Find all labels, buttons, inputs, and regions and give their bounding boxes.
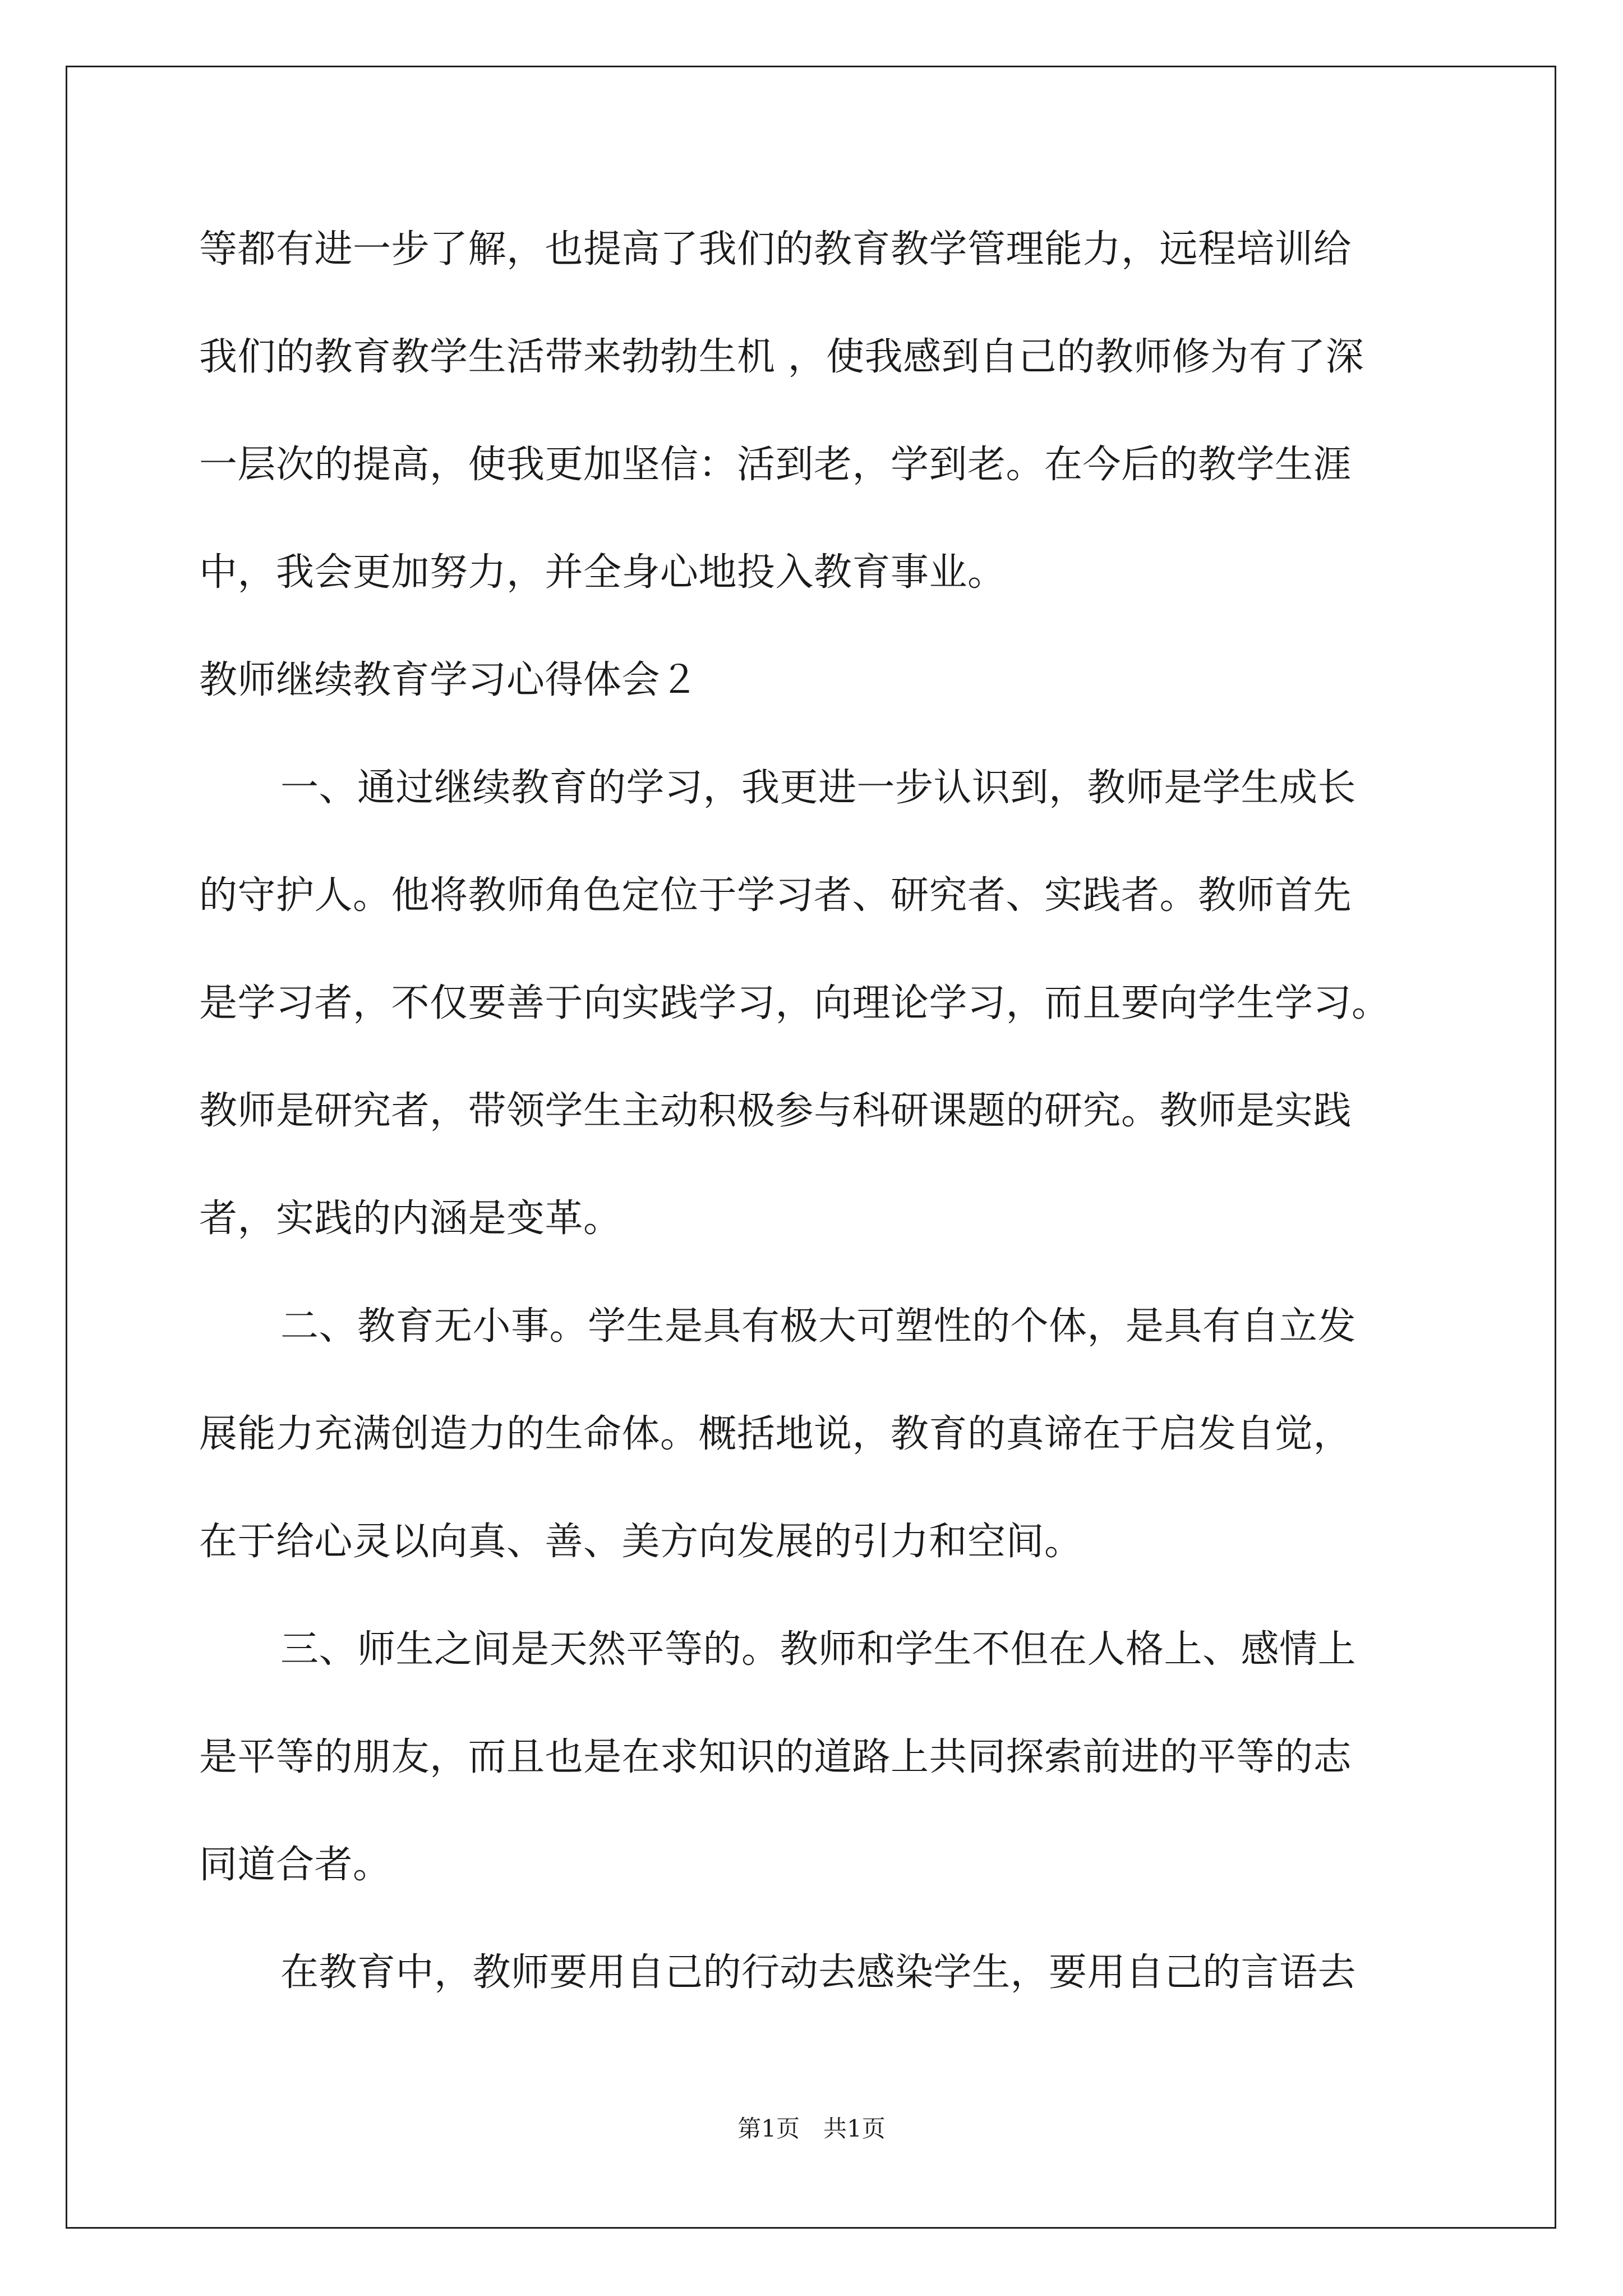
paragraph-line: 是学习者，不仅要善于向实践学习，向理论学习，而且要向学生学习。 <box>199 981 1390 1025</box>
paragraph-line: 二、教育无小事。学生是具有极大可塑性的个体，是具有自立发 <box>280 1304 1357 1349</box>
paragraph-line: 是平等的朋友，而且也是在求知识的道路上共同探索前进的平等的志 <box>199 1735 1352 1779</box>
paragraph-line: 同道合者。 <box>199 1843 391 1887</box>
paragraph-line: 者，实践的内涵是变革。 <box>199 1197 622 1241</box>
paragraph-line: 中，我会更加努力，并全身心地投入教育事业。 <box>199 550 1006 595</box>
page-border <box>66 66 1556 2229</box>
paragraph-line: 在于给心灵以向真、善、美方向发展的引力和空间。 <box>199 1520 1083 1564</box>
paragraph-line: 一层次的提高，使我更加坚信：活到老，学到老。在今后的教学生涯 <box>199 443 1352 487</box>
paragraph-line: 的守护人。他将教师角色定位于学习者、研究者、实践者。教师首先 <box>199 873 1352 918</box>
paragraph-line: 三、师生之间是天然平等的。教师和学生不但在人格上、感情上 <box>280 1627 1357 1672</box>
paragraph-line: 我们的教育教学生活带来勃勃生机 ，使我感到自己的教师修为有了深 <box>199 335 1364 379</box>
paragraph-line: 教师是研究者，带领学生主动积极参与科研课题的研究。教师是实践 <box>199 1089 1352 1133</box>
paragraph-line: 在教育中，教师要用自己的行动去感染学生，要用自己的言语去 <box>280 1950 1357 1995</box>
paragraph-line: 展能力充满创造力的生命体。概括地说，教育的真谛在于启发自觉， <box>199 1412 1352 1456</box>
page-number-footer: 第1页 共1页 <box>737 2115 886 2142</box>
paragraph-line: 等都有进一步了解，也提高了我们的教育教学管理能力，远程培训给 <box>199 227 1352 272</box>
paragraph-line: 一、通过继续教育的学习，我更进一步认识到，教师是学生成长 <box>280 766 1357 810</box>
section-heading: 教师继续教育学习心得体会２ <box>199 658 699 702</box>
